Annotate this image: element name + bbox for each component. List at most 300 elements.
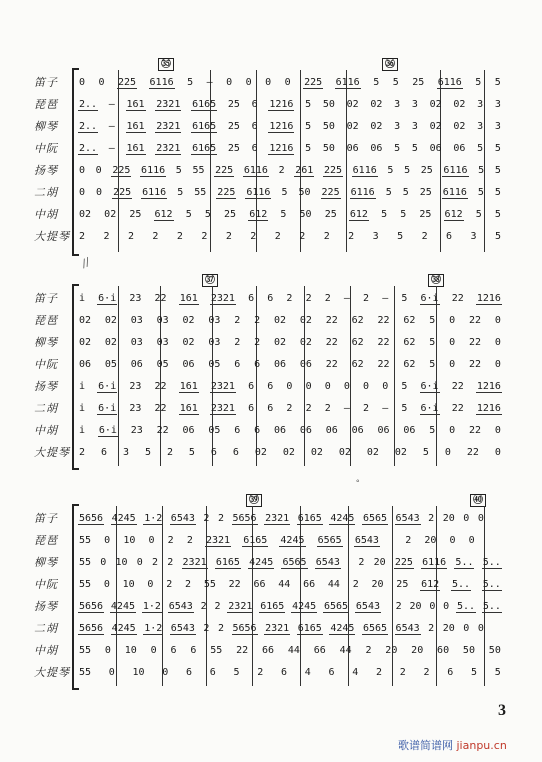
note: 03 (208, 315, 221, 326)
note: 6565 (324, 601, 349, 612)
instrument-row (0, 618, 542, 640)
note: 02 (182, 315, 195, 326)
note: 03 (156, 337, 169, 348)
note: 06 (79, 359, 92, 370)
note: 02 (310, 447, 323, 458)
note: 2 (363, 293, 370, 304)
instrument-row (0, 640, 542, 662)
instrument-row (0, 398, 542, 420)
note: 06 (429, 143, 442, 154)
note: 1216 (269, 143, 294, 154)
note: 6 (254, 425, 261, 436)
note: 55 (79, 535, 92, 546)
note: 06 (182, 425, 195, 436)
note-sequence (78, 640, 502, 662)
note: 2 (323, 231, 330, 242)
note: 05 (208, 425, 221, 436)
note: 225 (118, 77, 137, 88)
note: 23 (129, 293, 142, 304)
note: 5 (204, 209, 211, 220)
note-sequence (78, 618, 502, 640)
note: 4245 (330, 623, 355, 634)
note: 6165 (243, 535, 268, 546)
note: 0 (444, 447, 451, 458)
note: 4 (304, 667, 311, 678)
note-sequence (78, 596, 502, 618)
note: 5 (387, 165, 394, 176)
note: 06 (453, 143, 466, 154)
note: 612 (154, 209, 173, 220)
note: 2 (166, 579, 173, 590)
note-sequence (78, 182, 502, 204)
note: 225 (217, 187, 236, 198)
instrument-row (0, 116, 542, 138)
note: 2 (305, 403, 312, 414)
note: 6·i (420, 381, 439, 392)
note: 06 (299, 425, 312, 436)
note: 0 (108, 667, 115, 678)
note: 2 (79, 231, 86, 242)
note: 612 (444, 209, 463, 220)
note: 44 (339, 645, 352, 656)
note: 02 (453, 99, 466, 110)
rehearsal-mark: ㉟ (158, 58, 174, 71)
note: 2 (250, 231, 257, 242)
note: 2.. (79, 121, 98, 132)
note: 5 (400, 209, 407, 220)
note: 06 (351, 425, 364, 436)
note: 23 (129, 403, 142, 414)
instrument-row (0, 226, 542, 248)
note: 22 (377, 359, 390, 370)
note: 6116 (142, 187, 167, 198)
instrument-label: 大提琴 (34, 667, 70, 679)
note: 2 (254, 315, 261, 326)
note: 3 (470, 231, 477, 242)
note: 3 (477, 121, 484, 132)
note: 5 (188, 447, 195, 458)
note-sequence (78, 376, 502, 398)
note: 6 (267, 403, 274, 414)
note: 0 (343, 381, 350, 392)
note: 2 (201, 231, 208, 242)
note: 4245 (330, 513, 355, 524)
note: 44 (278, 579, 291, 590)
note: 22 (451, 293, 464, 304)
note: 0 (79, 77, 86, 88)
note: 50 (322, 121, 335, 132)
note: 22 (156, 425, 169, 436)
instrument-row (0, 662, 542, 684)
instrument-row (0, 596, 542, 618)
instrument-label: 二胡 (34, 403, 58, 415)
note: 22 (451, 403, 464, 414)
note: 55 (79, 557, 92, 568)
note: 1·2 (142, 601, 161, 612)
note: 05 (156, 359, 169, 370)
note: 25 (227, 99, 240, 110)
note: 6165 (192, 99, 217, 110)
note: 20 (409, 601, 422, 612)
note: 0 (305, 381, 312, 392)
note: 02 (429, 99, 442, 110)
note: 5 (305, 99, 312, 110)
note: 22 (228, 579, 241, 590)
note: 5 (394, 143, 401, 154)
note: 06 (299, 359, 312, 370)
rehearsal-mark: ㊵ (470, 494, 486, 507)
site-watermark (398, 737, 507, 753)
note: 4245 (111, 513, 136, 524)
note: 03 (130, 315, 143, 326)
note: 02 (299, 337, 312, 348)
note: 2321 (228, 601, 253, 612)
note: 2.. (79, 99, 98, 110)
note: 6165 (260, 601, 285, 612)
note: 5 (392, 77, 399, 88)
note: 0 (103, 579, 110, 590)
note: 02 (299, 315, 312, 326)
note: 2 (286, 293, 293, 304)
note: 2 (423, 667, 430, 678)
watermark-url: jianpu.cn (456, 739, 507, 752)
note: 5 (475, 209, 482, 220)
note: 2 (200, 601, 207, 612)
note: 02 (254, 447, 267, 458)
note: 161 (126, 99, 145, 110)
note: 5 (494, 165, 501, 176)
note: 1·2 (144, 623, 163, 634)
note: 2 (376, 667, 383, 678)
note: 2 (358, 557, 365, 568)
note: 5 (401, 403, 408, 414)
note: 225 (321, 187, 340, 198)
note: — (108, 99, 115, 110)
note: 02 (79, 315, 92, 326)
note: 23 (130, 425, 143, 436)
instrument-label: 琵琶 (34, 535, 58, 547)
note: 6·i (98, 381, 117, 392)
note: 03 (208, 337, 221, 348)
note: 2 (363, 403, 370, 414)
note: 23 (129, 381, 142, 392)
note: 6 (209, 667, 216, 678)
note: 6165 (297, 623, 322, 634)
note: 612 (421, 579, 440, 590)
note (487, 541, 489, 542)
note: 225 (215, 165, 234, 176)
note (500, 541, 502, 542)
note-sequence (78, 574, 502, 596)
note (391, 541, 393, 542)
note: 5 (404, 165, 411, 176)
note: 6116 (443, 165, 468, 176)
note: 06 (346, 143, 359, 154)
note: 20 (385, 645, 398, 656)
note: 161 (179, 381, 198, 392)
note: 2 (274, 231, 281, 242)
note: 02 (282, 447, 295, 458)
instrument-label: 琵琶 (34, 315, 58, 327)
note: 5 (471, 667, 478, 678)
note: 5.. (455, 557, 474, 568)
note: 5.. (451, 579, 470, 590)
note: 22 (468, 359, 481, 370)
note: 1·2 (144, 513, 163, 524)
note: 6165 (192, 121, 217, 132)
note: — (343, 403, 350, 414)
note: 06 (130, 359, 143, 370)
note: 2 (348, 231, 355, 242)
note: 161 (126, 121, 145, 132)
note: 02 (346, 99, 359, 110)
note: 161 (179, 293, 198, 304)
note: 2 (428, 513, 435, 524)
note: 5 (477, 143, 484, 154)
note: 2 (399, 667, 406, 678)
page-number: 3 (498, 702, 506, 719)
note: 5 (175, 165, 182, 176)
note: 10 (124, 645, 137, 656)
note: 0 (104, 535, 111, 546)
note: 0 (494, 359, 501, 370)
note: 0 (284, 77, 291, 88)
note: 6116 (442, 187, 467, 198)
note: 02 (104, 315, 117, 326)
instrument-row (0, 332, 542, 354)
instrument-label: 中胡 (34, 425, 58, 437)
note: 25 (419, 209, 432, 220)
note: 5 (475, 77, 482, 88)
note (348, 563, 350, 564)
note: 0 (162, 667, 169, 678)
instrument-label: 扬琴 (34, 165, 58, 177)
note-sequence (78, 398, 502, 420)
note: 6 (267, 381, 274, 392)
note: 50 (462, 645, 475, 656)
note: 03 (156, 315, 169, 326)
rehearsal-mark: ㊳ (428, 274, 444, 287)
note: 5 (144, 447, 151, 458)
note: 6 (234, 359, 241, 370)
rehearsal-mark: ㊴ (246, 494, 262, 507)
instrument-label: 二胡 (34, 187, 58, 199)
note: 60 (437, 645, 450, 656)
note: 5 (494, 77, 501, 88)
note: 1216 (476, 403, 501, 414)
note: 612 (349, 209, 368, 220)
note: 2321 (205, 535, 231, 546)
note: 66 (313, 645, 326, 656)
note-sequence (78, 508, 502, 530)
note: 6 (447, 667, 454, 678)
instrument-row (0, 530, 542, 552)
note: 0 (226, 77, 233, 88)
note: 22 (325, 337, 338, 348)
note: 22 (468, 425, 481, 436)
note: 225 (323, 165, 343, 176)
note: 6 (186, 667, 193, 678)
note: 20 (424, 535, 437, 546)
note: 50 (488, 645, 501, 656)
note: 6565 (282, 557, 307, 568)
note: 3 (477, 99, 484, 110)
note: 2 (278, 165, 285, 176)
note: 2 (428, 623, 435, 634)
note: 6116 (422, 557, 447, 568)
note-sequence (78, 288, 502, 310)
instrument-label: 琵琶 (34, 99, 58, 111)
note: 10 (123, 535, 136, 546)
instrument-row (0, 94, 542, 116)
note: 0 (286, 381, 293, 392)
note: 6565 (362, 513, 388, 524)
note: 5 (429, 315, 436, 326)
note: 6543 (395, 513, 420, 524)
note: 0 (494, 315, 501, 326)
note: 55 (79, 645, 92, 656)
note-sequence (78, 420, 502, 442)
note: 6116 (350, 187, 375, 198)
note: 2 (176, 231, 183, 242)
note: 25 (224, 209, 237, 220)
note: 20 (371, 579, 384, 590)
note: 5 (397, 231, 404, 242)
note: 2 (365, 645, 372, 656)
instrument-row (0, 310, 542, 332)
note: 50 (322, 143, 335, 154)
note: i (79, 425, 86, 436)
note: 6 (251, 99, 258, 110)
note: 2.. (79, 143, 98, 154)
note-sequence (78, 226, 502, 248)
note-sequence (78, 204, 502, 226)
note: 10 (132, 667, 145, 678)
note: 20 (411, 645, 424, 656)
note-sequence (78, 94, 502, 116)
note-sequence (78, 138, 502, 160)
system-separator-mark: // (78, 254, 92, 271)
note: 62 (403, 337, 416, 348)
note: 6116 (335, 77, 360, 88)
note: i (79, 293, 86, 304)
note: 2 (185, 579, 192, 590)
note: 5 (233, 667, 240, 678)
note: 2 (166, 447, 173, 458)
instrument-label: 柳琴 (34, 337, 58, 349)
note: 66 (253, 579, 266, 590)
note: 3 (372, 231, 379, 242)
note: 22 (236, 645, 249, 656)
note: — (382, 293, 389, 304)
note: 22 (468, 315, 481, 326)
note: 3 (394, 121, 401, 132)
note: 5 (177, 187, 184, 198)
note: 4245 (280, 535, 305, 546)
note: 6116 (243, 165, 268, 176)
note: 0 (463, 623, 470, 634)
note: 62 (403, 359, 416, 370)
note: 6116 (149, 77, 174, 88)
note: 0 (96, 187, 103, 198)
instrument-label: 扬琴 (34, 601, 58, 613)
note-sequence (78, 160, 502, 182)
note: 6·i (420, 293, 439, 304)
note: 1216 (476, 293, 501, 304)
note: 6116 (352, 165, 377, 176)
note: 0 (449, 359, 456, 370)
note: 4245 (249, 557, 274, 568)
stray-mark: ◦ (356, 476, 360, 487)
note: 225 (394, 557, 413, 568)
instrument-label: 笛子 (34, 77, 58, 89)
note: 0 (100, 557, 107, 568)
note: 0 (477, 513, 484, 524)
note: 02 (338, 447, 351, 458)
instrument-label: 大提琴 (34, 231, 70, 243)
note: 2 (225, 231, 232, 242)
instrument-row (0, 182, 542, 204)
note: 2321 (210, 403, 235, 414)
instrument-row (0, 574, 542, 596)
note: 0 (463, 513, 470, 524)
score-system-2 (0, 274, 542, 470)
note: 02 (370, 99, 383, 110)
note: 2 (421, 231, 428, 242)
note: 0 (382, 381, 389, 392)
note: 4245 (110, 601, 135, 612)
note: 1216 (476, 381, 501, 392)
note: 50 (299, 209, 312, 220)
note: 20 (442, 513, 455, 524)
note: 6 (248, 403, 255, 414)
note: 2321 (265, 623, 290, 634)
note-sequence (78, 310, 502, 332)
note: 6 (234, 425, 241, 436)
note: 3 (411, 99, 418, 110)
instrument-label: 中胡 (34, 209, 58, 221)
instrument-row (0, 442, 542, 464)
note: 6543 (168, 601, 193, 612)
note: 2 (234, 337, 241, 348)
note: 6 (100, 447, 108, 458)
instrument-row (0, 552, 542, 574)
note: 02 (366, 447, 379, 458)
note: 6543 (354, 535, 379, 546)
note: 3 (122, 447, 129, 458)
note: 0 (494, 447, 501, 458)
note: 06 (325, 425, 338, 436)
note: 5.. (482, 579, 501, 590)
note: 0 (494, 337, 501, 348)
note: 6 (446, 231, 453, 242)
score-system-1 (0, 58, 542, 256)
note: 5 (185, 209, 192, 220)
note: 6543 (170, 513, 195, 524)
note: 6 (251, 143, 258, 154)
note-sequence (78, 530, 502, 552)
note-sequence (78, 354, 502, 376)
note: 5 (373, 77, 380, 88)
note: 2 (286, 403, 293, 414)
note: 0 (150, 645, 157, 656)
note: 22 (154, 293, 167, 304)
note: 06 (273, 359, 287, 370)
note: 5 (381, 209, 388, 220)
note: 22 (325, 359, 338, 370)
note: 3 (394, 99, 401, 110)
note: 22 (154, 403, 167, 414)
